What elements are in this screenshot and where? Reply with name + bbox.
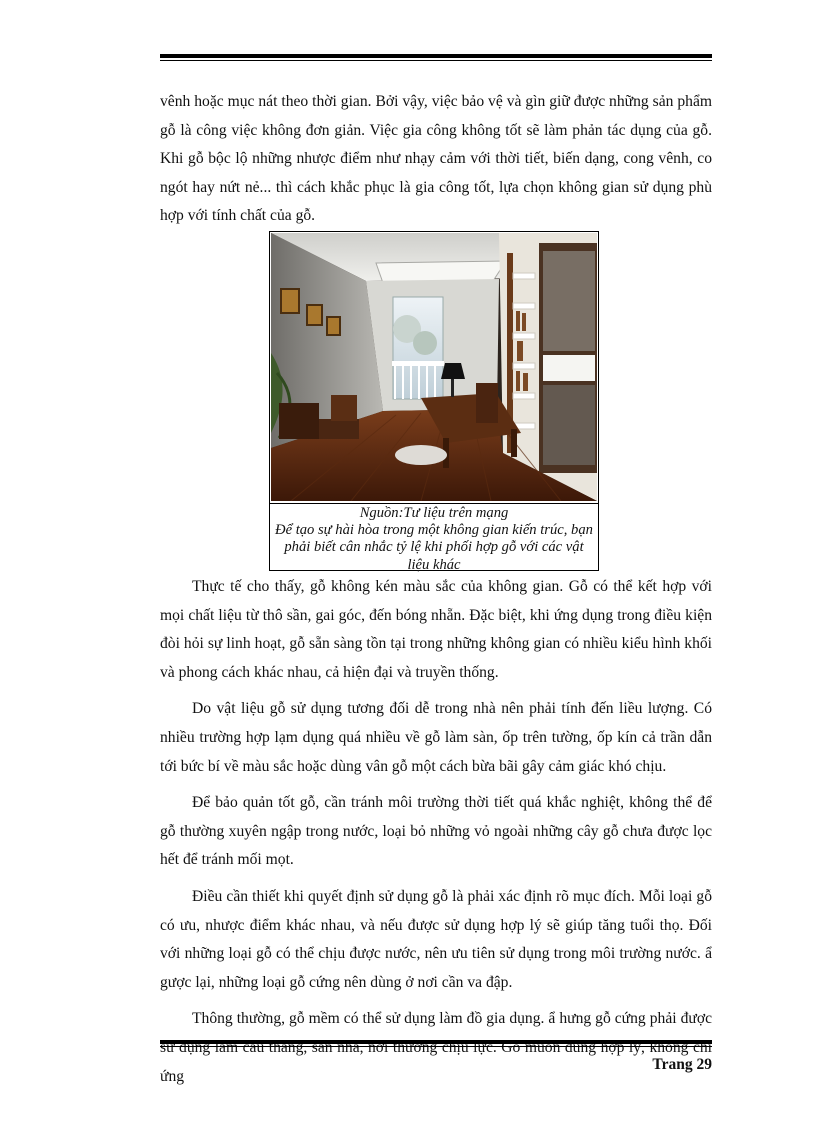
caption-line: phải biết cân nhắc tỷ lệ khi phối hợp gỗ với các vật: [284, 539, 584, 556]
figure-source: Nguồn:Tư liệu trên mạng: [359, 505, 509, 521]
paragraph-continued: vênh hoặc mục nát theo thời gian. Bởi vậy, việc bảo vệ và gìn giữ được những sản phẩm gỗ là công việc không đơn giản. Việc gia công không tốt sẽ làm phản tác dụng của gỗ. Khi gỗ bộc lộ những nhược điểm như nhạy cảm với thời tiết, biến dạng, cong vênh, co ngót hay nứt nẻ... thì cách khắc phục là gia công tốt, lựa chọn không gian sử dụng phù hợp với tính chất của gỗ.: [160, 93, 712, 225]
figure-caption: [270, 503, 598, 574]
body-paragraphs: [160, 573, 712, 1091]
header-rule: [160, 54, 712, 61]
paragraph: Điều cần thiết khi quyết định sử dụng gỗ là phải xác định rõ mục đích. Mỗi loại gỗ có ưu, nhược điểm khác nhau, và nếu được sử dụng hợp lý sẽ giúp tăng tuổi thọ. Đối với những loại gỗ có thể chịu được nước, nên ưu tiên sử dụng trong môi trường nước. ẩ gược lại, những loại gỗ cứng nên dùng ở nơi cần va đập.: [160, 887, 712, 991]
paragraph: Để bảo quản tốt gỗ, cần tránh môi trường thời tiết quá khắc nghiệt, không thể để gỗ thường xuyên ngập trong nước, loại bỏ những vỏ ngoài những cây gỗ chưa được lọc hết để tránh mối mọt.: [160, 794, 712, 869]
paragraph: Thông thường, gỗ mềm có thể sử dụng làm đồ gia dụng. ẩ hưng gỗ cứng phải được sử dụng làm cầu thang, sàn nhà, nơi thường chịu lực. Gỗ muốn dùng hợp lý, không chỉ ứng: [160, 1010, 712, 1085]
caption-line: Để tạo sự hài hòa trong một không gian kiến trúc, bạn: [275, 522, 593, 539]
intro-paragraph-block: [160, 88, 712, 231]
interior-photo: [271, 233, 597, 501]
caption-line: liệu khác: [407, 556, 461, 573]
page-number: Trang 29: [652, 1056, 712, 1073]
paragraph: Thực tế cho thấy, gỗ không kén màu sắc của không gian. Gỗ có thể kết hợp với mọi chất liệu từ thô sần, gai góc, đến bóng nhẵn. Đặc biệt, khi ứng dụng trong điều kiện đòi hỏi sự linh hoạt, gỗ sẵn sàng tồn tại trong những không gian có nhiều kiểu hình khối và phong cách khác nhau, cả hiện đại và truyền thống.: [160, 578, 712, 681]
footer-rule: [160, 1040, 712, 1047]
figure: [269, 231, 599, 571]
paragraph: Do vật liệu gỗ sử dụng tương đối dễ trong nhà nên phải tính đến liều lượng. Có nhiều trường hợp lạm dụng quá nhiều về gỗ làm sàn, ốp trên tường, ốp kín cả trần dẫn tới bức bí về màu sắc hoặc dùng vân gỗ một cách bừa bãi gây cảm giác khó chịu.: [160, 700, 712, 775]
